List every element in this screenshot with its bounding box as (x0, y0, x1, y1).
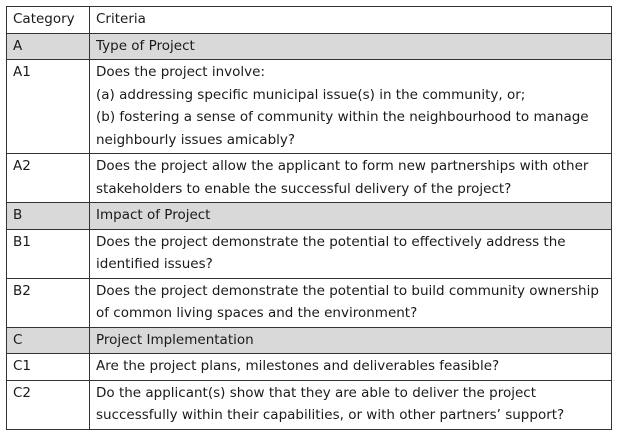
criteria-line: Does the project allow the applicant to form new partnerships with other stakeholders to enable the successful delivery of the project? (96, 158, 589, 197)
criteria-cell (90, 380, 612, 429)
criteria-line: (b) fostering a sense of community within the neighbourhood to manage neighbourly issues amicably? (96, 109, 589, 148)
criteria-cell (90, 278, 612, 327)
criteria-cell (90, 60, 612, 154)
category-cell: A (7, 33, 90, 60)
header-category: Category (7, 7, 90, 34)
table-row-c1 (7, 354, 612, 381)
category-cell: A1 (7, 60, 90, 154)
criteria-cell (90, 229, 612, 278)
category-cell: C (7, 327, 90, 354)
category-cell: B1 (7, 229, 90, 278)
criteria-table-container (6, 6, 611, 430)
criteria-line: Are the project plans, milestones and deliverables feasible? (96, 358, 500, 374)
table-header-row (7, 7, 612, 34)
criteria-line: Do the applicant(s) show that they are able to deliver the project successfully within their capabilities, or with other partners’ support? (96, 384, 565, 423)
criteria-cell (90, 354, 612, 381)
category-cell: C1 (7, 354, 90, 381)
table-row-a2 (7, 154, 612, 203)
section-title: Impact of Project (90, 203, 612, 230)
section-row-a (7, 33, 612, 60)
table-row-b2 (7, 278, 612, 327)
criteria-line: Does the project demonstrate the potential to build community ownership of common living spaces and the environment? (96, 282, 599, 321)
table-row-c2 (7, 380, 612, 429)
section-title: Project Implementation (90, 327, 612, 354)
category-cell: B2 (7, 278, 90, 327)
criteria-line: Does the project involve: (96, 64, 266, 80)
category-cell: C2 (7, 380, 90, 429)
category-cell: A2 (7, 154, 90, 203)
criteria-line: (a) addressing specific municipal issue(s) in the community, or; (96, 86, 526, 103)
criteria-table (6, 6, 612, 430)
table-row-b1 (7, 229, 612, 278)
section-row-c (7, 327, 612, 354)
table-row-a1 (7, 60, 612, 154)
criteria-line: Does the project demonstrate the potential to effectively address the identified issues? (96, 233, 566, 272)
section-row-b (7, 203, 612, 230)
header-criteria: Criteria (90, 7, 612, 34)
category-cell: B (7, 203, 90, 230)
section-title: Type of Project (90, 33, 612, 60)
criteria-cell (90, 154, 612, 203)
